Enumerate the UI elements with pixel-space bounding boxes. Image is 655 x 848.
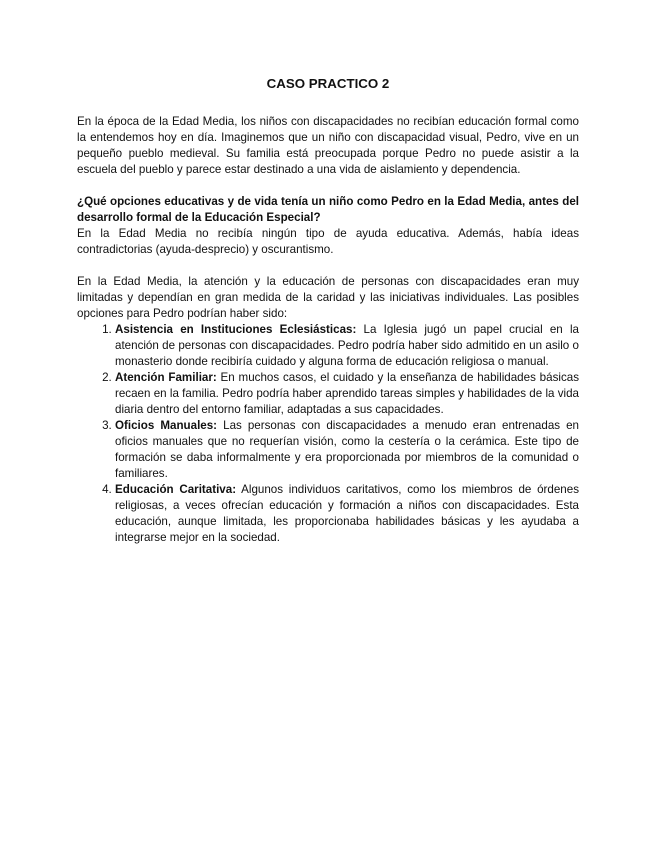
- long-answer-paragraph: En la Edad Media, la atención y la educación de personas con discapacidades eran muy limitadas y dependían en gran medida de la caridad y las iniciativas individuales. Las posibles opciones para Pedro podrían haber sido:: [77, 275, 579, 320]
- paragraph-spacer: [77, 178, 579, 194]
- option-term: Asistencia en Instituciones Eclesiásticas:: [115, 323, 357, 336]
- list-item: [115, 322, 579, 370]
- option-text: Las personas con discapacidades a menudo eran entrenadas en oficios manuales que no requerían visión, como la cestería o la cerámica. Este tipo de formación se daba informalmente y era proporcionada por miembros de la comunidad o familiares.: [115, 419, 580, 480]
- intro-paragraph: En la época de la Edad Media, los niños con discapacidades no recibían educación formal como la entendemos hoy en día. Imaginemos que un niño con discapacidad visual, Pedro, vive en un pequeño pueblo medieval. Su familia está preocupada porque Pedro no puede asistir a la escuela del pueblo y parece estar destinado a una vida de aislamiento y dependencia.: [77, 115, 579, 176]
- option-text: Algunos individuos caritativos, como los miembros de órdenes religiosas, a veces ofrecían educación y formación a niños con discapacidades. Esta educación, aunque limitada, les proporcionaba habilidades básicas y les ayudaba a integrarse mejor en la sociedad.: [115, 483, 579, 544]
- document-title: CASO PRACTICO 2: [266, 76, 390, 91]
- paragraph-spacer: [77, 258, 579, 274]
- option-text: La Iglesia jugó un papel crucial en la atención de personas con discapacidades. Pedro podría haber sido admitido en un asilo o monasterio donde recibiría cuidado y alguna forma de educación religiosa o manual.: [115, 323, 579, 368]
- options-list: [77, 322, 579, 546]
- option-text: En muchos casos, el cuidado y la enseñanza de habilidades básicas recaen en la familia. Pedro podría haber aprendido tareas simples y habilidades de la vida diaria dentro del entorno familiar, adaptadas a sus capacidades.: [115, 371, 579, 416]
- option-term: Oficios Manuales:: [115, 419, 218, 432]
- short-answer-paragraph: En la Edad Media no recibía ningún tipo de ayuda educativa. Además, había ideas contradictorias (ayuda-desprecio) y oscurantismo.: [77, 227, 579, 256]
- question-heading: ¿Qué opciones educativas y de vida tenía un niño como Pedro en la Edad Media, antes del desarrollo formal de la Educación Especial?: [77, 195, 579, 224]
- option-term: Atención Familiar:: [115, 371, 217, 384]
- list-item: [115, 370, 579, 418]
- list-item: [115, 418, 579, 482]
- option-term: Educación Caritativa:: [115, 483, 237, 496]
- list-item: [115, 482, 579, 546]
